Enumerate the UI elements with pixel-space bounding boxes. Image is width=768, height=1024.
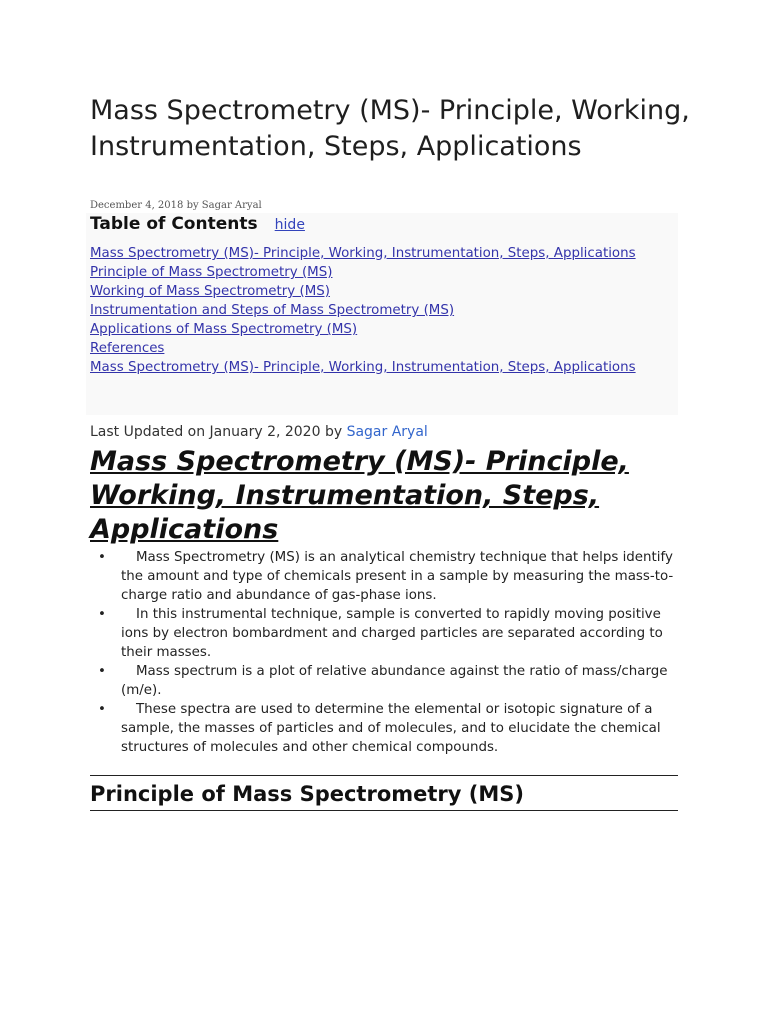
toc-link-references[interactable]: References <box>90 341 165 356</box>
toc-item <box>90 301 650 320</box>
section-divider-top <box>90 775 678 776</box>
toc-hide-link[interactable]: hide <box>274 217 305 233</box>
toc-link-mass-spectrometry-2[interactable]: Mass Spectrometry (MS)- Principle, Working, Instrumentation, Steps, Applications <box>90 360 636 375</box>
bullet-icon: • <box>98 702 106 717</box>
byline: December 4, 2018 by Sagar Aryal <box>90 200 262 211</box>
page-title: Mass Spectrometry (MS)- Principle, Working, Instrumentation, Steps, Applications <box>90 95 690 162</box>
toc-item <box>90 320 650 339</box>
list-item <box>90 548 680 605</box>
list-item <box>90 662 680 700</box>
bullet-text: Mass Spectrometry (MS) is an analytical chemistry technique that helps identify the amount and type of chemicals present in a sample by measuring the mass-to-charge ratio and abundance of gas-phase ions. <box>121 550 674 603</box>
bullet-icon: • <box>98 607 106 622</box>
toc-link-mass-spectrometry[interactable]: Mass Spectrometry (MS)- Principle, Working, Instrumentation, Steps, Applications <box>90 246 636 261</box>
bullet-text: Mass spectrum is a plot of relative abundance against the ratio of mass/charge (m/e). <box>121 664 668 698</box>
list-item <box>90 605 680 662</box>
section-divider-bottom <box>90 810 678 811</box>
bullet-list <box>90 548 680 757</box>
toc-item <box>90 263 650 282</box>
bullet-text: In this instrumental technique, sample is converted to rapidly moving positive ions by electron bombardment and charged particles are separated according to their masses. <box>121 607 663 660</box>
toc-link-principle[interactable]: Principle of Mass Spectrometry (MS) <box>90 265 333 280</box>
toc-list <box>90 244 650 377</box>
article-title: Mass Spectrometry (MS)- Principle, Working, Instrumentation, Steps, Applications <box>90 446 629 545</box>
bullet-icon: • <box>98 550 106 565</box>
bullet-icon: • <box>98 664 106 679</box>
toc-link-working[interactable]: Working of Mass Spectrometry (MS) <box>90 284 330 299</box>
toc-item <box>90 339 650 358</box>
section-heading: Principle of Mass Spectrometry (MS) <box>90 782 524 806</box>
toc-header <box>90 214 305 234</box>
last-updated <box>90 424 428 440</box>
list-item <box>90 700 680 757</box>
toc-title: Table of Contents <box>90 214 258 234</box>
table-of-contents <box>86 213 678 415</box>
toc-link-applications[interactable]: Applications of Mass Spectrometry (MS) <box>90 322 358 337</box>
bullet-text: These spectra are used to determine the elemental or isotopic signature of a sample, the masses of particles and of molecules, and to elucidate the chemical structures of molecules and other chemical compounds. <box>121 702 661 755</box>
toc-item <box>90 358 650 377</box>
toc-link-instrumentation[interactable]: Instrumentation and Steps of Mass Spectrometry (MS) <box>90 303 455 318</box>
toc-item <box>90 282 650 301</box>
author-link[interactable]: Sagar Aryal <box>346 424 428 440</box>
last-updated-text: Last Updated on January 2, 2020 by <box>90 424 343 440</box>
toc-item <box>90 244 650 263</box>
